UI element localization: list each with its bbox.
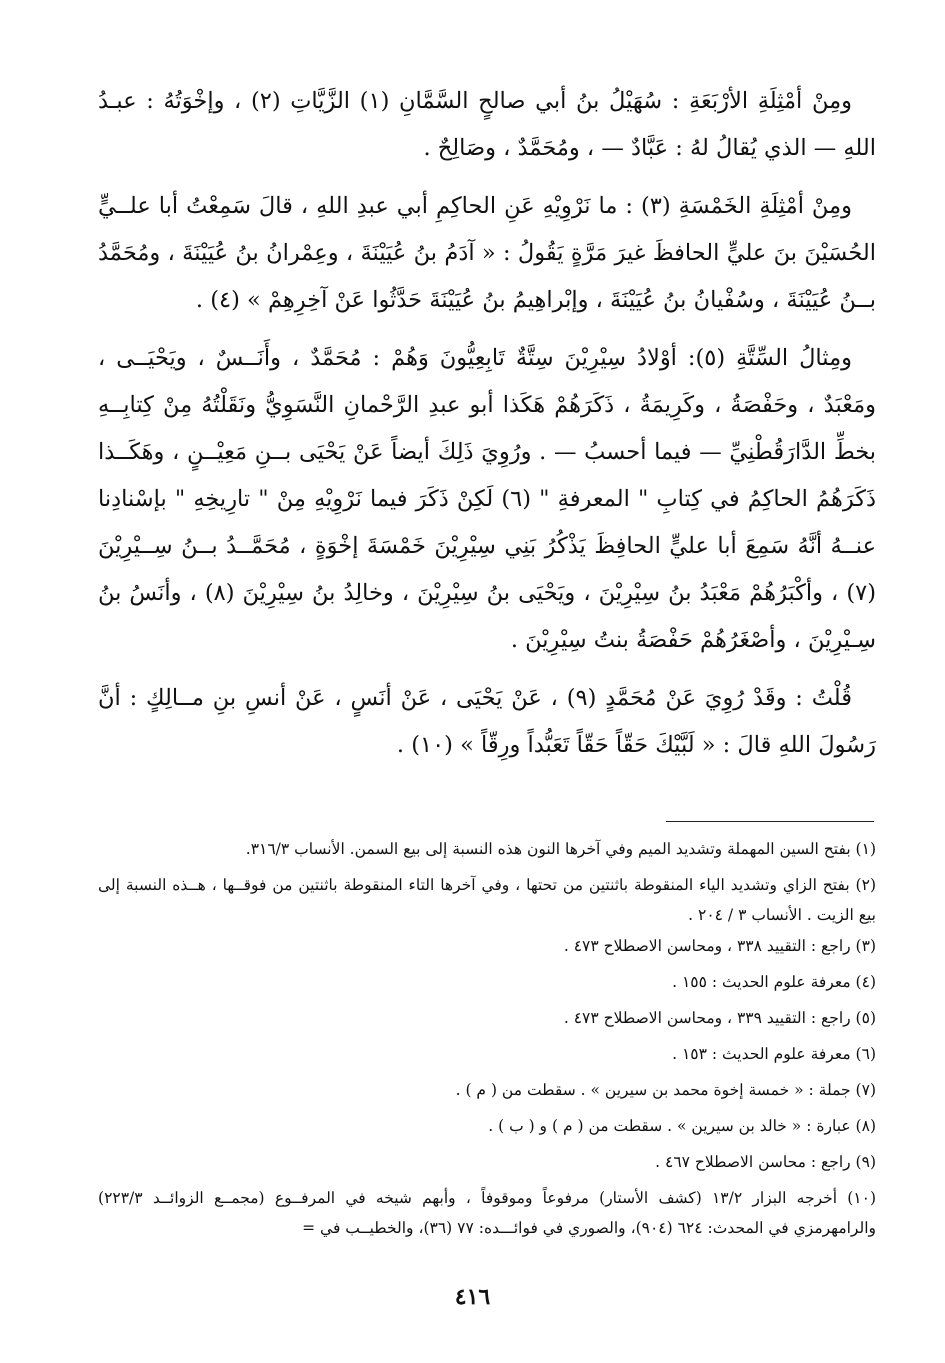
footnote-9: (٩) راجع : محاسن الاصطلاح ٤٦٧ . (655, 1153, 876, 1171)
footnote-3: (٣) راجع : التقييد ٣٣٨ ، ومحاسن الاصطلاح ٤٧٣ . (563, 937, 876, 955)
main-text (98, 78, 876, 780)
footnote-4: (٤) معرفة علوم الحديث : ١٥٥ . (672, 973, 876, 991)
paragraph-examples-of-four: ومِنْ أمْثِلَةِ الأرْبَعَةِ : سُهَيْلُ بنُ أبي صالحٍ السَّمَّانِ (١) الزَّيَّاتِ (٢) ، وإخْوَتُهُ : عبـدُ اللهِ — الذي يُقالُ لهُ : عَبَّادٌ — ، ومُحَمَّدٌ ، وصَالِحٌ . (98, 88, 876, 161)
footnote-2: (٢) بفتح الزاي وتشديد الياء المنقوطة باثنتين من تحتها ، وفي آخرها التاء المنقوطة باثنتين من فوقــها ، هــذه النسبة إلى بيع الزيت . الأنساب ٣ / ٢٠٤ . (98, 876, 876, 924)
paragraph-author-note: قُلْتُ : وقَدْ رُوِيَ عَنْ مُحَمَّدٍ (٩) ، عَنْ يَحْيَى ، عَنْ أنَسٍ ، عَنْ أنسِ بنِ مــالِكٍ : أنَّ رَسُولَ اللهِ قالَ : « لَبَّيْكَ حَقّاً حَقّاً تَعَبُّداً ورِقّاً » (١٠) . (98, 685, 876, 758)
paragraph-example-of-six: ومِثالُ السِّتَّةِ (٥): أوْلادُ سِيْرِيْنَ سِتَّةٌ تَابِعِيُّونَ وَهُمْ : مُحَمَّدٌ ، وأَنَــسٌ ، ويَحْيَــى ، ومَعْبَدٌ ، وحَفْصَةُ ، وكَرِيمَةُ ، ذَكَرَهُمْ هَكَذا أبو عبدِ الرَّحْمانِ النَّسَوِيُّ ونَقَلْتُهُ مِنْ كِتابِــهِ بخطِّ الدَّارَقُطْنِيِّ — فيما أحسبُ — . ورُوِيَ ذَلِكَ أيضاً عَنْ يَحْيَى بــنِ مَعِيْــنٍ ، وهَكَــذا ذَكَرَهُمُ الحاكِمُ في كِتابِ " المعرفةِ " (٦) لَكِنْ ذَكَرَ فيما نَرْوِيْهِ مِنْ " تارِيخِهِ " بإسْنادِنا عنــهُ أنَّهُ سَمِعَ أبا عليٍّ الحافِظَ يَذْكُرُ بَنِي سِيْرِيْنَ خَمْسَةَ إخْوَةٍ ، مُحَمَّــدُ بــنُ سِــيْرِيْنَ (٧) ، وأكْبَرُهُمْ مَعْبَدُ بنُ سِيْرِيْنَ ، ويَحْيَى بنُ سِيْرِيْنَ ، وخالِدُ بنُ سِيْرِيْنَ (٨) ، وأنَسُ بنُ سِـيْرِيْنَ ، وأصْغَرُهُمْ حَفْصَةُ بنتُ سِيْرِيْنَ . (98, 345, 876, 653)
footnote-10: (١٠) أخرجه البزار ١٣/٢ (كشف الأستار) مرفوعاً وموقوفاً ، وأبهم شيخه في المرفــوع (مجمــع الزوائــد ٢٢٣/٣) والرامهرمزي في المحدث: ٦٢٤ (٩٠٤)، والصوري في فوائـــده: ٧٧ (٣٦)، والخطيــب في = (98, 1189, 876, 1237)
page-number: ٤١٦ (454, 1284, 491, 1310)
footnote-8: (٨) عبارة : « خالد بن سيرين » . سقطت من ( م ) و ( ب ) . (488, 1117, 876, 1135)
footnote-5: (٥) راجع : التقييد ٣٣٩ ، ومحاسن الاصطلاح ٤٧٣ . (563, 1009, 876, 1027)
footnote-6: (٦) معرفة علوم الحديث : ١٥٣ . (672, 1045, 876, 1063)
footnote-1: (١) بفتح السين المهملة وتشديد الميم وفي آخرها النون هذه النسبة إلى بيع السمن. الأنساب ٣١٦/٣. (245, 840, 876, 858)
footnote-divider (666, 821, 874, 822)
paragraph-examples-of-five: ومِنْ أمْثِلَةِ الخَمْسَةِ (٣) : ما نَرْوِيْهِ عَنِ الحاكِمِ أبي عبدِ اللهِ ، قالَ سَمِعْتُ أبا علــيٍّ الحُسَيْنَ بنَ عليٍّ الحافظَ غيرَ مَرَّةٍ يَقُولُ : « آدَمُ بنُ عُيَيْنَةَ ، وعِمْرانُ بنُ عُيَيْنَةَ ، ومُحَمَّدُ بــنُ عُيَيْنَةَ ، وسُفْيانُ بنُ عُيَيْنَةَ ، وإبْراهِيمُ بنُ عُيَيْنَةَ حَدَّثُوا عَنْ آخِرِهِمْ » (٤) . (98, 193, 876, 313)
footnotes (98, 834, 876, 1244)
footnote-7: (٧) جملة : « خمسة إخوة محمد بن سيرين » . سقطت من ( م ) . (455, 1081, 876, 1099)
